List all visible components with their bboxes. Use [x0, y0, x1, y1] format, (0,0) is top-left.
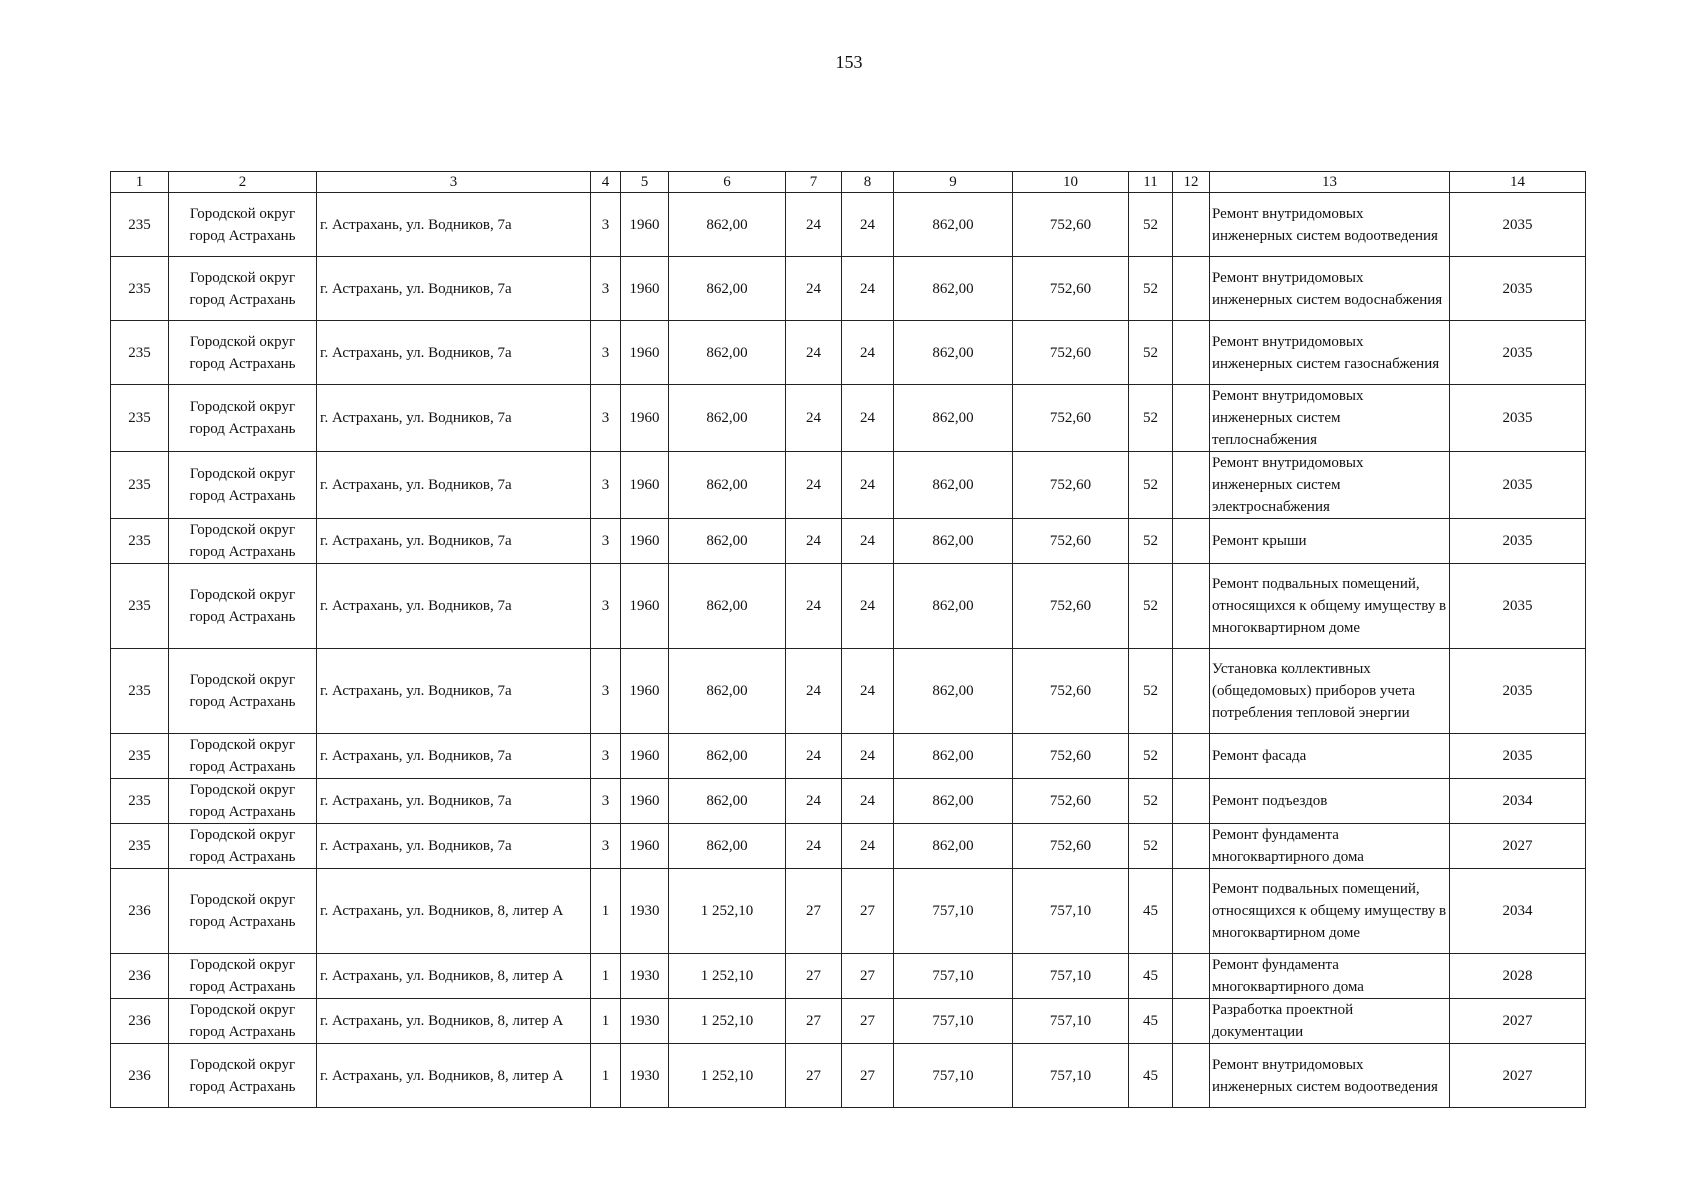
cell-col12-value — [1173, 824, 1210, 869]
cell-col12-value — [1173, 452, 1210, 519]
column-header-10: 10 — [1013, 172, 1129, 193]
cell-total-area: 1 252,10 — [669, 999, 786, 1044]
table-row — [111, 385, 1586, 452]
cell-col7-value: 24 — [786, 779, 842, 824]
cell-total-area: 862,00 — [669, 649, 786, 734]
cell-col7-value: 27 — [786, 1044, 842, 1108]
cell-col10-value: 752,60 — [1013, 385, 1129, 452]
cell-planned-year: 2035 — [1450, 649, 1586, 734]
cell-planned-year: 2027 — [1450, 824, 1586, 869]
cell-col10-value: 752,60 — [1013, 649, 1129, 734]
cell-total-area: 862,00 — [669, 734, 786, 779]
cell-floors: 3 — [591, 824, 621, 869]
table-row — [111, 999, 1586, 1044]
cell-col7-value: 27 — [786, 869, 842, 954]
cell-col10-value: 757,10 — [1013, 999, 1129, 1044]
cell-residents: 52 — [1129, 452, 1173, 519]
cell-col9-value: 862,00 — [894, 385, 1013, 452]
cell-year-built: 1960 — [621, 385, 669, 452]
cell-col8-value: 27 — [842, 954, 894, 999]
cell-work-type: Ремонт внутридомовых инженерных систем водоснабжения — [1210, 257, 1450, 321]
cell-municipality: Городской округ город Астрахань — [169, 257, 317, 321]
cell-floors: 3 — [591, 519, 621, 564]
cell-col7-value: 24 — [786, 519, 842, 564]
table-row — [111, 954, 1586, 999]
cell-col12-value — [1173, 734, 1210, 779]
cell-col8-value: 24 — [842, 649, 894, 734]
cell-address: г. Астрахань, ул. Водников, 7а — [317, 649, 591, 734]
cell-col9-value: 862,00 — [894, 452, 1013, 519]
cell-col7-value: 24 — [786, 649, 842, 734]
cell-year-built: 1960 — [621, 257, 669, 321]
cell-col9-value: 757,10 — [894, 869, 1013, 954]
cell-address: г. Астрахань, ул. Водников, 7а — [317, 564, 591, 649]
cell-address: г. Астрахань, ул. Водников, 7а — [317, 257, 591, 321]
cell-col12-value — [1173, 257, 1210, 321]
cell-address: г. Астрахань, ул. Водников, 8, литер А — [317, 869, 591, 954]
cell-municipality: Городской округ город Астрахань — [169, 779, 317, 824]
cell-total-area: 1 252,10 — [669, 869, 786, 954]
table-row — [111, 564, 1586, 649]
cell-total-area: 862,00 — [669, 779, 786, 824]
cell-col9-value: 757,10 — [894, 954, 1013, 999]
cell-col9-value: 862,00 — [894, 824, 1013, 869]
cell-col7-value: 24 — [786, 257, 842, 321]
cell-municipality: Городской округ город Астрахань — [169, 999, 317, 1044]
table-body — [111, 193, 1586, 1108]
repair-schedule-table-wrap — [110, 171, 1585, 1108]
cell-floors: 3 — [591, 649, 621, 734]
cell-floors: 1 — [591, 1044, 621, 1108]
table-row — [111, 452, 1586, 519]
cell-residents: 52 — [1129, 649, 1173, 734]
cell-col8-value: 24 — [842, 193, 894, 257]
column-header-12: 12 — [1173, 172, 1210, 193]
table-row — [111, 824, 1586, 869]
cell-residents: 52 — [1129, 519, 1173, 564]
cell-planned-year: 2035 — [1450, 519, 1586, 564]
cell-row-number: 235 — [111, 779, 169, 824]
column-header-14: 14 — [1450, 172, 1586, 193]
cell-planned-year: 2028 — [1450, 954, 1586, 999]
repair-schedule-table — [110, 171, 1586, 1108]
column-header-3: 3 — [317, 172, 591, 193]
cell-residents: 52 — [1129, 321, 1173, 385]
cell-col12-value — [1173, 999, 1210, 1044]
cell-residents: 52 — [1129, 564, 1173, 649]
cell-address: г. Астрахань, ул. Водников, 7а — [317, 452, 591, 519]
cell-municipality: Городской округ город Астрахань — [169, 954, 317, 999]
column-header-2: 2 — [169, 172, 317, 193]
cell-col10-value: 757,10 — [1013, 869, 1129, 954]
table-row — [111, 649, 1586, 734]
cell-planned-year: 2035 — [1450, 452, 1586, 519]
table-row — [111, 257, 1586, 321]
cell-address: г. Астрахань, ул. Водников, 8, литер А — [317, 954, 591, 999]
cell-municipality: Городской округ город Астрахань — [169, 321, 317, 385]
cell-col8-value: 24 — [842, 519, 894, 564]
cell-col8-value: 27 — [842, 869, 894, 954]
cell-municipality: Городской округ город Астрахань — [169, 824, 317, 869]
cell-row-number: 235 — [111, 649, 169, 734]
cell-col9-value: 862,00 — [894, 734, 1013, 779]
cell-residents: 52 — [1129, 824, 1173, 869]
cell-municipality: Городской округ город Астрахань — [169, 649, 317, 734]
table-row — [111, 519, 1586, 564]
cell-municipality: Городской округ город Астрахань — [169, 385, 317, 452]
cell-address: г. Астрахань, ул. Водников, 8, литер А — [317, 999, 591, 1044]
cell-col9-value: 862,00 — [894, 519, 1013, 564]
cell-row-number: 235 — [111, 193, 169, 257]
cell-col10-value: 752,60 — [1013, 564, 1129, 649]
cell-residents: 45 — [1129, 999, 1173, 1044]
cell-planned-year: 2035 — [1450, 193, 1586, 257]
cell-col10-value: 752,60 — [1013, 321, 1129, 385]
cell-floors: 1 — [591, 869, 621, 954]
cell-total-area: 862,00 — [669, 257, 786, 321]
cell-address: г. Астрахань, ул. Водников, 7а — [317, 779, 591, 824]
cell-row-number: 235 — [111, 564, 169, 649]
cell-year-built: 1960 — [621, 779, 669, 824]
cell-row-number: 235 — [111, 257, 169, 321]
cell-residents: 45 — [1129, 1044, 1173, 1108]
cell-work-type: Ремонт подвальных помещений, относящихся к общему имуществу в многоквартирном доме — [1210, 869, 1450, 954]
cell-residents: 52 — [1129, 257, 1173, 321]
table-row — [111, 321, 1586, 385]
cell-col10-value: 752,60 — [1013, 779, 1129, 824]
cell-work-type: Ремонт внутридомовых инженерных систем водоотведения — [1210, 1044, 1450, 1108]
cell-year-built: 1930 — [621, 869, 669, 954]
cell-planned-year: 2035 — [1450, 564, 1586, 649]
cell-planned-year: 2035 — [1450, 321, 1586, 385]
cell-floors: 3 — [591, 193, 621, 257]
cell-col7-value: 24 — [786, 385, 842, 452]
cell-col8-value: 24 — [842, 257, 894, 321]
table-row — [111, 193, 1586, 257]
cell-col12-value — [1173, 869, 1210, 954]
cell-row-number: 235 — [111, 519, 169, 564]
cell-col12-value — [1173, 954, 1210, 999]
cell-address: г. Астрахань, ул. Водников, 7а — [317, 519, 591, 564]
cell-planned-year: 2027 — [1450, 999, 1586, 1044]
cell-floors: 3 — [591, 452, 621, 519]
column-header-8: 8 — [842, 172, 894, 193]
cell-planned-year: 2034 — [1450, 779, 1586, 824]
cell-residents: 45 — [1129, 869, 1173, 954]
cell-floors: 3 — [591, 257, 621, 321]
cell-residents: 52 — [1129, 779, 1173, 824]
cell-municipality: Городской округ город Астрахань — [169, 564, 317, 649]
cell-floors: 1 — [591, 999, 621, 1044]
cell-address: г. Астрахань, ул. Водников, 8, литер А — [317, 1044, 591, 1108]
cell-work-type: Ремонт внутридомовых инженерных систем электроснабжения — [1210, 452, 1450, 519]
cell-col7-value: 27 — [786, 999, 842, 1044]
cell-col8-value: 27 — [842, 1044, 894, 1108]
cell-col12-value — [1173, 519, 1210, 564]
cell-row-number: 236 — [111, 954, 169, 999]
cell-work-type: Разработка проектной документации — [1210, 999, 1450, 1044]
cell-col12-value — [1173, 1044, 1210, 1108]
cell-col9-value: 862,00 — [894, 779, 1013, 824]
cell-year-built: 1960 — [621, 452, 669, 519]
cell-year-built: 1930 — [621, 954, 669, 999]
cell-floors: 3 — [591, 321, 621, 385]
cell-col7-value: 27 — [786, 954, 842, 999]
cell-year-built: 1960 — [621, 734, 669, 779]
cell-work-type: Ремонт подвальных помещений, относящихся к общему имуществу в многоквартирном доме — [1210, 564, 1450, 649]
cell-floors: 3 — [591, 734, 621, 779]
cell-total-area: 862,00 — [669, 564, 786, 649]
cell-row-number: 236 — [111, 999, 169, 1044]
column-header-9: 9 — [894, 172, 1013, 193]
cell-col10-value: 752,60 — [1013, 519, 1129, 564]
cell-col7-value: 24 — [786, 564, 842, 649]
cell-year-built: 1960 — [621, 193, 669, 257]
cell-col8-value: 24 — [842, 452, 894, 519]
cell-year-built: 1960 — [621, 824, 669, 869]
cell-address: г. Астрахань, ул. Водников, 7а — [317, 321, 591, 385]
table-row — [111, 734, 1586, 779]
cell-col10-value: 752,60 — [1013, 193, 1129, 257]
cell-residents: 52 — [1129, 193, 1173, 257]
cell-col10-value: 752,60 — [1013, 452, 1129, 519]
cell-col7-value: 24 — [786, 452, 842, 519]
cell-col10-value: 757,10 — [1013, 1044, 1129, 1108]
cell-col9-value: 862,00 — [894, 564, 1013, 649]
cell-col7-value: 24 — [786, 824, 842, 869]
cell-work-type: Ремонт внутридомовых инженерных систем водоотведения — [1210, 193, 1450, 257]
cell-work-type: Установка коллективных (общедомовых) приборов учета потребления тепловой энергии — [1210, 649, 1450, 734]
cell-year-built: 1960 — [621, 519, 669, 564]
cell-total-area: 862,00 — [669, 385, 786, 452]
cell-residents: 45 — [1129, 954, 1173, 999]
cell-col9-value: 862,00 — [894, 193, 1013, 257]
cell-col12-value — [1173, 779, 1210, 824]
cell-municipality: Городской округ город Астрахань — [169, 519, 317, 564]
cell-row-number: 235 — [111, 452, 169, 519]
cell-work-type: Ремонт подъездов — [1210, 779, 1450, 824]
cell-work-type: Ремонт внутридомовых инженерных систем теплоснабжения — [1210, 385, 1450, 452]
cell-total-area: 1 252,10 — [669, 954, 786, 999]
column-header-6: 6 — [669, 172, 786, 193]
column-header-5: 5 — [621, 172, 669, 193]
cell-total-area: 862,00 — [669, 193, 786, 257]
column-header-1: 1 — [111, 172, 169, 193]
cell-municipality: Городской округ город Астрахань — [169, 193, 317, 257]
column-header-4: 4 — [591, 172, 621, 193]
cell-row-number: 235 — [111, 824, 169, 869]
cell-work-type: Ремонт внутридомовых инженерных систем газоснабжения — [1210, 321, 1450, 385]
cell-col7-value: 24 — [786, 734, 842, 779]
cell-work-type: Ремонт крыши — [1210, 519, 1450, 564]
cell-floors: 3 — [591, 564, 621, 649]
cell-planned-year: 2034 — [1450, 869, 1586, 954]
cell-address: г. Астрахань, ул. Водников, 7а — [317, 193, 591, 257]
cell-col7-value: 24 — [786, 321, 842, 385]
cell-planned-year: 2035 — [1450, 385, 1586, 452]
column-header-11: 11 — [1129, 172, 1173, 193]
table-row — [111, 779, 1586, 824]
cell-col12-value — [1173, 193, 1210, 257]
cell-year-built: 1930 — [621, 999, 669, 1044]
column-header-7: 7 — [786, 172, 842, 193]
cell-col8-value: 24 — [842, 321, 894, 385]
cell-row-number: 235 — [111, 734, 169, 779]
cell-total-area: 862,00 — [669, 519, 786, 564]
cell-col10-value: 752,60 — [1013, 824, 1129, 869]
cell-col12-value — [1173, 564, 1210, 649]
cell-year-built: 1960 — [621, 321, 669, 385]
cell-col12-value — [1173, 385, 1210, 452]
cell-col8-value: 24 — [842, 564, 894, 649]
cell-planned-year: 2035 — [1450, 257, 1586, 321]
cell-col12-value — [1173, 321, 1210, 385]
cell-municipality: Городской округ город Астрахань — [169, 734, 317, 779]
cell-col9-value: 862,00 — [894, 649, 1013, 734]
cell-row-number: 235 — [111, 385, 169, 452]
cell-floors: 1 — [591, 954, 621, 999]
cell-work-type: Ремонт фасада — [1210, 734, 1450, 779]
cell-col9-value: 862,00 — [894, 321, 1013, 385]
cell-col12-value — [1173, 649, 1210, 734]
cell-col8-value: 24 — [842, 824, 894, 869]
cell-col9-value: 757,10 — [894, 1044, 1013, 1108]
cell-municipality: Городской округ город Астрахань — [169, 1044, 317, 1108]
cell-row-number: 236 — [111, 869, 169, 954]
cell-year-built: 1930 — [621, 1044, 669, 1108]
table-row — [111, 1044, 1586, 1108]
cell-row-number: 236 — [111, 1044, 169, 1108]
cell-total-area: 1 252,10 — [669, 1044, 786, 1108]
cell-floors: 3 — [591, 385, 621, 452]
cell-col8-value: 24 — [842, 734, 894, 779]
cell-floors: 3 — [591, 779, 621, 824]
cell-planned-year: 2027 — [1450, 1044, 1586, 1108]
cell-work-type: Ремонт фундамента многоквартирного дома — [1210, 824, 1450, 869]
cell-planned-year: 2035 — [1450, 734, 1586, 779]
cell-col10-value: 757,10 — [1013, 954, 1129, 999]
cell-address: г. Астрахань, ул. Водников, 7а — [317, 824, 591, 869]
cell-municipality: Городской округ город Астрахань — [169, 869, 317, 954]
cell-address: г. Астрахань, ул. Водников, 7а — [317, 734, 591, 779]
table-row — [111, 869, 1586, 954]
cell-year-built: 1960 — [621, 649, 669, 734]
page-number: 153 — [835, 52, 863, 72]
cell-work-type: Ремонт фундамента многоквартирного дома — [1210, 954, 1450, 999]
column-number-header-row — [111, 172, 1586, 193]
cell-residents: 52 — [1129, 734, 1173, 779]
cell-address: г. Астрахань, ул. Водников, 7а — [317, 385, 591, 452]
cell-row-number: 235 — [111, 321, 169, 385]
cell-year-built: 1960 — [621, 564, 669, 649]
cell-col10-value: 752,60 — [1013, 734, 1129, 779]
cell-col10-value: 752,60 — [1013, 257, 1129, 321]
column-header-13: 13 — [1210, 172, 1450, 193]
cell-col8-value: 24 — [842, 385, 894, 452]
cell-col9-value: 862,00 — [894, 257, 1013, 321]
cell-residents: 52 — [1129, 385, 1173, 452]
cell-total-area: 862,00 — [669, 452, 786, 519]
cell-total-area: 862,00 — [669, 321, 786, 385]
cell-total-area: 862,00 — [669, 824, 786, 869]
cell-col7-value: 24 — [786, 193, 842, 257]
cell-col8-value: 27 — [842, 999, 894, 1044]
cell-col8-value: 24 — [842, 779, 894, 824]
cell-municipality: Городской округ город Астрахань — [169, 452, 317, 519]
cell-col9-value: 757,10 — [894, 999, 1013, 1044]
